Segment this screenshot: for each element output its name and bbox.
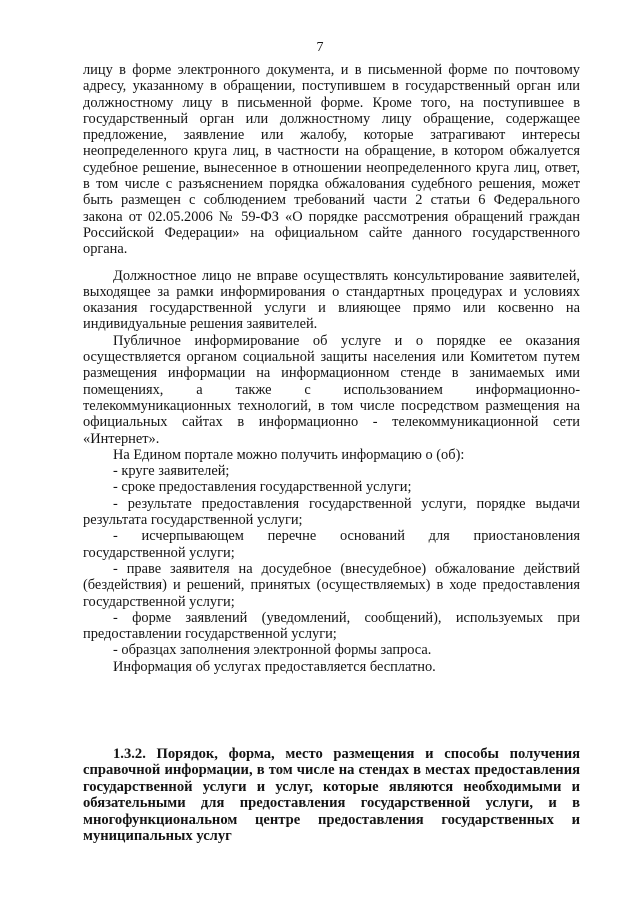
section-heading: 1.3.2. Порядок, форма, место размещения и способы получения справочной информации, в том числе на стендах в местах предоставления государственной услуги и услуг, которые являются необходимыми и обязательными для предоставления государственной услуги, и в многофункциональном центре предоставления государственных и муниципальных услуг [83,746,580,845]
list-item: - результате предоставления государственной услуги, порядке выдачи результата государственной услуги; [83,495,580,529]
portal-info-list [83,463,580,659]
document-body [83,62,580,675]
paragraph-public-informing: Публичное информирование об услуге и о порядке ее оказания осуществляется органом социальной защиты населения или Комитетом путем размещения информации на информационном стенде в занимаемых ими помещениях, а также с использованием информационно-телекоммуникационных технологий, в том числе посредством размещения на официальных сайтах в информационно - телекоммуникационной сети «Интернет». [83,332,580,447]
paragraph-appeal-response: лицу в форме электронного документа, и в письменной форме по почтовому адресу, указанному в обращении, поступившем в государственный орган или должностному лицу в письменной форме. Кроме того, на поступившее в государственный орган или должностному лицу обращение, содержащее предложение, заявление или жалобу, которые затрагивают интересы неопределенного круга лиц, в частности на обращение, в котором обжалуется судебное решение, вынесенное в отношении неопределенного круга лиц, ответ, в том числе с разъяснением порядка обжалования судебного решения, может быть размещен с соблюдением требований части 2 статьи 6 Федерального закона от 02.05.2006 № 59-ФЗ «О порядке рассмотрения обращений граждан Российской Федерации» на официальном сайте данного государственного органа. [83,62,580,258]
paragraph-free-of-charge: Информация об услугах предоставляется бесплатно. [113,658,436,675]
list-item: - сроке предоставления государственной услуги; [113,479,412,496]
list-item: - исчерпывающем перечне оснований для приостановления государственной услуги; [83,528,580,561]
paragraph-consulting-limits: Должностное лицо не вправе осуществлять консультирование заявителей, выходящее за рамки информирования о стандартных процедурах и условиях оказания государственной услуги и влияющее прямо или косвенно на индивидуальные решения заявителей. [83,267,580,333]
list-item: - праве заявителя на досудебное (внесудебное) обжалование действий (бездействия) и решений, принятых (осуществляемых) в ходе предоставления государственной услуги; [83,560,580,610]
page-number: 7 [316,40,324,55]
list-item: - образцах заполнения электронной формы запроса. [113,642,432,659]
paragraph-portal-intro: На Едином портале можно получить информацию о (об): [113,446,465,463]
list-item: - форме заявлений (уведомлений, сообщений), используемых при предоставлении государственной услуги; [83,609,580,643]
list-item: - круге заявителей; [113,463,230,480]
